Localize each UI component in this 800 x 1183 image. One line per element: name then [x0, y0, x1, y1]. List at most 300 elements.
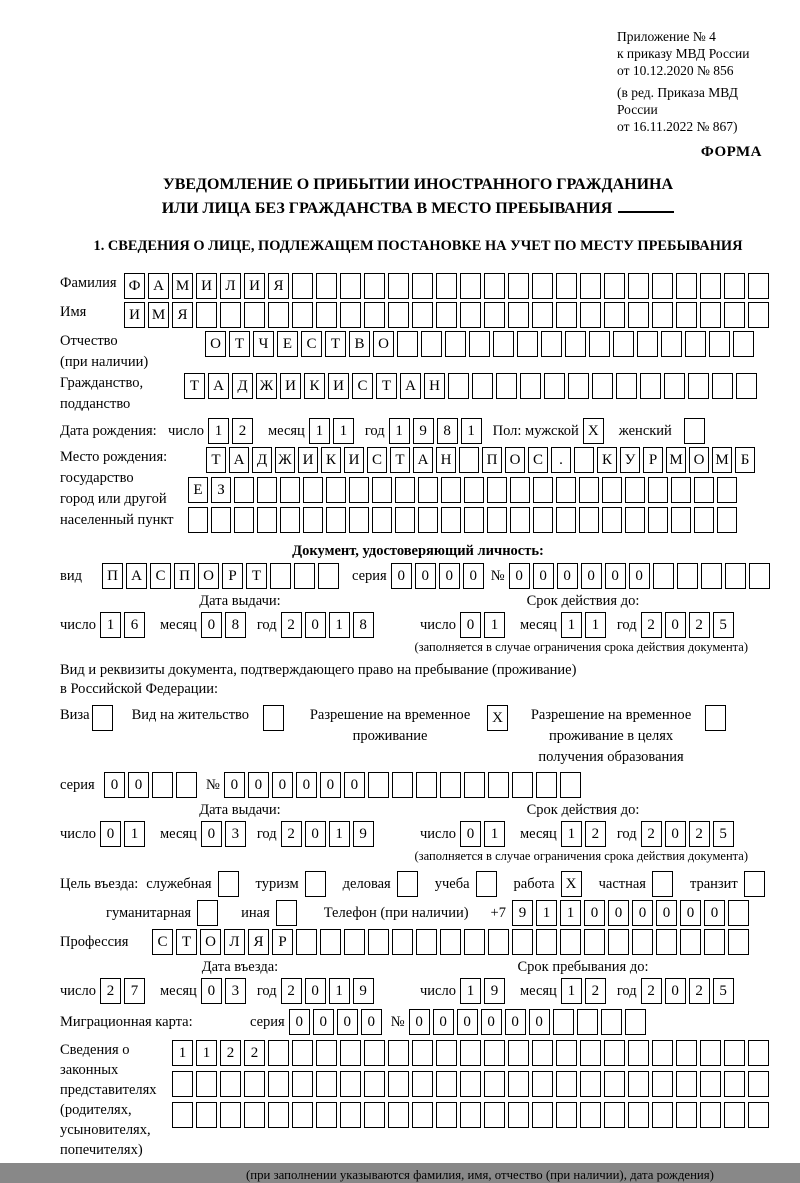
representatives-row3-cell[interactable] — [196, 1102, 217, 1128]
residence-number-cell[interactable] — [392, 772, 413, 798]
patronymic-cell[interactable]: В — [349, 331, 370, 357]
phone-cell[interactable]: 9 — [512, 900, 533, 926]
birthplace-row1-cell[interactable]: Р — [643, 447, 663, 473]
representatives-row2-cell[interactable] — [172, 1071, 193, 1097]
entry-day-cell[interactable]: 2 — [100, 978, 121, 1004]
representatives-row2-cell[interactable] — [244, 1071, 265, 1097]
doc-number-cell[interactable] — [725, 563, 746, 589]
birthplace-row1-cell[interactable]: А — [413, 447, 433, 473]
stay-year-cell[interactable]: 0 — [665, 978, 686, 1004]
representatives-row1-cell[interactable] — [436, 1040, 457, 1066]
residence-issue-year-cell[interactable]: 2 — [281, 821, 302, 847]
representatives-row1-cell[interactable] — [700, 1040, 721, 1066]
doc-type-cell[interactable]: А — [126, 563, 147, 589]
doc-number-cell[interactable]: 0 — [557, 563, 578, 589]
representatives-row1-cell[interactable] — [556, 1040, 577, 1066]
representatives-row2-cell[interactable] — [364, 1071, 385, 1097]
patronymic-cell[interactable]: О — [205, 331, 226, 357]
birthplace-row3-cell[interactable] — [671, 507, 691, 533]
birth-month-cell[interactable]: 1 — [333, 418, 354, 444]
representatives-row2-cell[interactable] — [292, 1071, 313, 1097]
residence-number-cell[interactable]: 0 — [296, 772, 317, 798]
issue-year-cell[interactable]: 2 — [281, 612, 302, 638]
representatives-row3-cell[interactable] — [460, 1102, 481, 1128]
birthplace-row3-cell[interactable] — [464, 507, 484, 533]
birthplace-row1-cell[interactable]: Т — [390, 447, 410, 473]
surname-cell[interactable]: М — [172, 273, 193, 299]
stay-month-cell[interactable]: 1 — [561, 978, 582, 1004]
patronymic-cell[interactable] — [445, 331, 466, 357]
birthplace-row3-cell[interactable] — [257, 507, 277, 533]
residence-issue-month-cell[interactable]: 0 — [201, 821, 222, 847]
representatives-row3-cell[interactable] — [700, 1102, 721, 1128]
entry-month-cell[interactable]: 0 — [201, 978, 222, 1004]
firstname-cell[interactable] — [340, 302, 361, 328]
residence-number-cell[interactable] — [416, 772, 437, 798]
citizenship-cell[interactable] — [520, 373, 541, 399]
firstname-cell[interactable] — [724, 302, 745, 328]
birthplace-row2-cell[interactable] — [257, 477, 277, 503]
visa-cell[interactable] — [92, 705, 113, 731]
residence-issue-year-cell[interactable]: 0 — [305, 821, 326, 847]
representatives-row1-cell[interactable]: 1 — [196, 1040, 217, 1066]
surname-cell[interactable] — [436, 273, 457, 299]
representatives-row2-cell[interactable] — [604, 1071, 625, 1097]
expiry-year-cell[interactable]: 0 — [665, 612, 686, 638]
residence-number-cell[interactable]: 0 — [344, 772, 365, 798]
birthplace-row3-cell[interactable] — [372, 507, 392, 533]
birthplace-row2-cell[interactable] — [372, 477, 392, 503]
representatives-row1-cell[interactable] — [484, 1040, 505, 1066]
stay-month-cell[interactable]: 2 — [585, 978, 606, 1004]
representatives-row1-cell[interactable] — [292, 1040, 313, 1066]
expiry-month-cell[interactable]: 1 — [561, 612, 582, 638]
issue-year-cell[interactable]: 0 — [305, 612, 326, 638]
citizenship-cell[interactable]: А — [400, 373, 421, 399]
residence-issue-day-cell[interactable]: 1 — [124, 821, 145, 847]
surname-cell[interactable] — [412, 273, 433, 299]
residence-issue-month-cell[interactable]: 3 — [225, 821, 246, 847]
representatives-row3-cell[interactable] — [340, 1102, 361, 1128]
birthplace-row2-cell[interactable] — [487, 477, 507, 503]
birthplace-row3-cell[interactable] — [602, 507, 622, 533]
profession-cell[interactable] — [632, 929, 653, 955]
profession-cell[interactable] — [656, 929, 677, 955]
birthplace-row1-cell[interactable]: М — [712, 447, 732, 473]
mc-series-cell[interactable]: 0 — [337, 1009, 358, 1035]
purpose-business-cell[interactable] — [397, 871, 418, 897]
patronymic-cell[interactable] — [469, 331, 490, 357]
birth-month-cell[interactable]: 1 — [309, 418, 330, 444]
patronymic-cell[interactable] — [685, 331, 706, 357]
representatives-row1-cell[interactable] — [340, 1040, 361, 1066]
birthplace-row2-cell[interactable] — [533, 477, 553, 503]
doc-number-cell[interactable] — [653, 563, 674, 589]
representatives-row1-cell[interactable]: 1 — [172, 1040, 193, 1066]
citizenship-cell[interactable] — [568, 373, 589, 399]
surname-cell[interactable]: Я — [268, 273, 289, 299]
citizenship-cell[interactable]: И — [280, 373, 301, 399]
firstname-cell[interactable]: М — [148, 302, 169, 328]
representatives-row3-cell[interactable] — [268, 1102, 289, 1128]
birthplace-row2-cell[interactable] — [418, 477, 438, 503]
doc-number-cell[interactable]: 0 — [509, 563, 530, 589]
firstname-cell[interactable] — [196, 302, 217, 328]
birthplace-row2-cell[interactable] — [717, 477, 737, 503]
birthplace-row2-cell[interactable] — [579, 477, 599, 503]
representatives-row2-cell[interactable] — [556, 1071, 577, 1097]
profession-cell[interactable] — [584, 929, 605, 955]
surname-cell[interactable]: Л — [220, 273, 241, 299]
mc-number-cell[interactable] — [577, 1009, 598, 1035]
representatives-row3-cell[interactable] — [556, 1102, 577, 1128]
representatives-row3-cell[interactable] — [532, 1102, 553, 1128]
patronymic-cell[interactable] — [541, 331, 562, 357]
profession-cell[interactable] — [704, 929, 725, 955]
citizenship-cell[interactable] — [472, 373, 493, 399]
doc-number-cell[interactable] — [749, 563, 770, 589]
firstname-cell[interactable] — [460, 302, 481, 328]
surname-cell[interactable] — [340, 273, 361, 299]
birthplace-row1-cell[interactable]: С — [367, 447, 387, 473]
mc-series-cell[interactable]: 0 — [313, 1009, 334, 1035]
representatives-row2-cell[interactable] — [268, 1071, 289, 1097]
patronymic-cell[interactable]: Т — [229, 331, 250, 357]
doc-type-cell[interactable] — [294, 563, 315, 589]
citizenship-cell[interactable] — [496, 373, 517, 399]
birthplace-row2-cell[interactable] — [395, 477, 415, 503]
mc-number-cell[interactable]: 0 — [505, 1009, 526, 1035]
profession-cell[interactable] — [392, 929, 413, 955]
representatives-row2-cell[interactable] — [580, 1071, 601, 1097]
representatives-row3-cell[interactable] — [436, 1102, 457, 1128]
issue-month-cell[interactable]: 8 — [225, 612, 246, 638]
birthplace-row1-cell[interactable]: И — [298, 447, 318, 473]
birth-day-cell[interactable]: 1 — [208, 418, 229, 444]
birthplace-row3-cell[interactable] — [280, 507, 300, 533]
birthplace-row2-cell[interactable] — [556, 477, 576, 503]
profession-cell[interactable] — [416, 929, 437, 955]
residence-series-cell[interactable] — [176, 772, 197, 798]
representatives-row3-cell[interactable] — [748, 1102, 769, 1128]
doc-type-cell[interactable]: О — [198, 563, 219, 589]
surname-cell[interactable] — [532, 273, 553, 299]
stay-day-cell[interactable]: 9 — [484, 978, 505, 1004]
birth-year-cell[interactable]: 9 — [413, 418, 434, 444]
citizenship-cell[interactable]: К — [304, 373, 325, 399]
representatives-row1-cell[interactable] — [652, 1040, 673, 1066]
patronymic-cell[interactable] — [733, 331, 754, 357]
firstname-cell[interactable] — [628, 302, 649, 328]
residence-issue-day-cell[interactable]: 0 — [100, 821, 121, 847]
birthplace-row2-cell[interactable] — [234, 477, 254, 503]
representatives-row2-cell[interactable] — [628, 1071, 649, 1097]
profession-cell[interactable] — [680, 929, 701, 955]
birthplace-row3-cell[interactable] — [349, 507, 369, 533]
patronymic-cell[interactable]: О — [373, 331, 394, 357]
profession-cell[interactable]: Л — [224, 929, 245, 955]
doc-type-cell[interactable] — [318, 563, 339, 589]
issue-year-cell[interactable]: 8 — [353, 612, 374, 638]
representatives-row1-cell[interactable] — [364, 1040, 385, 1066]
birthplace-row3-cell[interactable] — [533, 507, 553, 533]
citizenship-cell[interactable] — [712, 373, 733, 399]
representatives-row2-cell[interactable] — [388, 1071, 409, 1097]
representatives-row1-cell[interactable] — [604, 1040, 625, 1066]
surname-cell[interactable]: А — [148, 273, 169, 299]
birthplace-row2-cell[interactable] — [303, 477, 323, 503]
birthplace-row3-cell[interactable] — [487, 507, 507, 533]
representatives-row2-cell[interactable] — [340, 1071, 361, 1097]
firstname-cell[interactable] — [484, 302, 505, 328]
doc-type-cell[interactable]: Р — [222, 563, 243, 589]
birthplace-row3-cell[interactable] — [625, 507, 645, 533]
entry-month-cell[interactable]: 3 — [225, 978, 246, 1004]
birthplace-row1-cell[interactable]: И — [344, 447, 364, 473]
birthplace-row2-cell[interactable]: Е — [188, 477, 208, 503]
citizenship-cell[interactable]: Т — [184, 373, 205, 399]
profession-cell[interactable]: О — [200, 929, 221, 955]
purpose-official-cell[interactable] — [218, 871, 239, 897]
firstname-cell[interactable] — [268, 302, 289, 328]
birthplace-row2-cell[interactable] — [648, 477, 668, 503]
citizenship-cell[interactable] — [736, 373, 757, 399]
birthplace-row2-cell[interactable] — [694, 477, 714, 503]
citizenship-cell[interactable]: И — [328, 373, 349, 399]
sex-female-cell[interactable] — [684, 418, 705, 444]
representatives-row2-cell[interactable] — [676, 1071, 697, 1097]
stay-day-cell[interactable]: 1 — [460, 978, 481, 1004]
representatives-row1-cell[interactable] — [388, 1040, 409, 1066]
representatives-row3-cell[interactable] — [364, 1102, 385, 1128]
doc-number-cell[interactable]: 0 — [629, 563, 650, 589]
representatives-row3-cell[interactable] — [412, 1102, 433, 1128]
birthplace-row1-cell[interactable]: О — [505, 447, 525, 473]
representatives-row2-cell[interactable] — [532, 1071, 553, 1097]
residence-issue-year-cell[interactable]: 9 — [353, 821, 374, 847]
birthplace-row2-cell[interactable] — [602, 477, 622, 503]
surname-cell[interactable] — [556, 273, 577, 299]
mc-number-cell[interactable]: 0 — [433, 1009, 454, 1035]
residence-number-cell[interactable] — [560, 772, 581, 798]
phone-cell[interactable]: 1 — [560, 900, 581, 926]
firstname-cell[interactable] — [580, 302, 601, 328]
residence-expiry-day-cell[interactable]: 0 — [460, 821, 481, 847]
entry-year-cell[interactable]: 2 — [281, 978, 302, 1004]
residence-issue-year-cell[interactable]: 1 — [329, 821, 350, 847]
firstname-cell[interactable]: И — [124, 302, 145, 328]
stay-year-cell[interactable]: 2 — [641, 978, 662, 1004]
stay-year-cell[interactable]: 5 — [713, 978, 734, 1004]
representatives-row1-cell[interactable] — [628, 1040, 649, 1066]
firstname-cell[interactable] — [652, 302, 673, 328]
representatives-row3-cell[interactable] — [172, 1102, 193, 1128]
profession-cell[interactable] — [512, 929, 533, 955]
firstname-cell[interactable] — [556, 302, 577, 328]
citizenship-cell[interactable] — [448, 373, 469, 399]
issue-day-cell[interactable]: 1 — [100, 612, 121, 638]
citizenship-cell[interactable]: Т — [376, 373, 397, 399]
citizenship-cell[interactable] — [664, 373, 685, 399]
phone-cell[interactable]: 0 — [632, 900, 653, 926]
citizenship-cell[interactable]: Ж — [256, 373, 277, 399]
doc-number-cell[interactable]: 0 — [605, 563, 626, 589]
birthplace-row1-cell[interactable] — [459, 447, 479, 473]
birthplace-row2-cell[interactable] — [510, 477, 530, 503]
surname-cell[interactable] — [700, 273, 721, 299]
phone-cell[interactable]: 0 — [584, 900, 605, 926]
representatives-row3-cell[interactable] — [388, 1102, 409, 1128]
phone-cell[interactable]: 0 — [608, 900, 629, 926]
representatives-row2-cell[interactable] — [412, 1071, 433, 1097]
doc-series-cell[interactable]: 0 — [415, 563, 436, 589]
representatives-row1-cell[interactable] — [580, 1040, 601, 1066]
surname-cell[interactable]: И — [244, 273, 265, 299]
birthplace-row1-cell[interactable]: О — [689, 447, 709, 473]
citizenship-cell[interactable] — [688, 373, 709, 399]
patronymic-cell[interactable]: Ч — [253, 331, 274, 357]
issue-day-cell[interactable]: 6 — [124, 612, 145, 638]
surname-cell[interactable] — [292, 273, 313, 299]
mc-number-cell[interactable]: 0 — [409, 1009, 430, 1035]
patronymic-cell[interactable] — [709, 331, 730, 357]
expiry-year-cell[interactable]: 2 — [689, 612, 710, 638]
firstname-cell[interactable]: Я — [172, 302, 193, 328]
residence-number-cell[interactable] — [488, 772, 509, 798]
representatives-row2-cell[interactable] — [220, 1071, 241, 1097]
firstname-cell[interactable] — [700, 302, 721, 328]
representatives-row2-cell[interactable] — [460, 1071, 481, 1097]
residence-expiry-month-cell[interactable]: 1 — [561, 821, 582, 847]
mc-number-cell[interactable]: 0 — [529, 1009, 550, 1035]
residence-number-cell[interactable] — [464, 772, 485, 798]
representatives-row2-cell[interactable] — [724, 1071, 745, 1097]
birthplace-row3-cell[interactable] — [717, 507, 737, 533]
representatives-row1-cell[interactable] — [532, 1040, 553, 1066]
birthplace-row1-cell[interactable]: У — [620, 447, 640, 473]
representatives-row2-cell[interactable] — [196, 1071, 217, 1097]
birthplace-row2-cell[interactable] — [464, 477, 484, 503]
residence-number-cell[interactable]: 0 — [248, 772, 269, 798]
profession-cell[interactable]: С — [152, 929, 173, 955]
representatives-row1-cell[interactable] — [676, 1040, 697, 1066]
birthplace-row2-cell[interactable] — [671, 477, 691, 503]
surname-cell[interactable] — [652, 273, 673, 299]
surname-cell[interactable] — [676, 273, 697, 299]
birthplace-row1-cell[interactable]: Д — [252, 447, 272, 473]
representatives-row2-cell[interactable] — [436, 1071, 457, 1097]
citizenship-cell[interactable]: Д — [232, 373, 253, 399]
birthplace-row3-cell[interactable] — [556, 507, 576, 533]
phone-cell[interactable] — [728, 900, 749, 926]
doc-type-cell[interactable] — [270, 563, 291, 589]
residence-number-cell[interactable]: 0 — [320, 772, 341, 798]
firstname-cell[interactable] — [508, 302, 529, 328]
residence-expiry-year-cell[interactable]: 0 — [665, 821, 686, 847]
birthplace-row1-cell[interactable]: М — [666, 447, 686, 473]
birthplace-row3-cell[interactable] — [234, 507, 254, 533]
surname-cell[interactable] — [508, 273, 529, 299]
mc-number-cell[interactable] — [601, 1009, 622, 1035]
birthplace-row1-cell[interactable]: . — [551, 447, 571, 473]
birthplace-row1-cell[interactable]: К — [321, 447, 341, 473]
representatives-row1-cell[interactable] — [748, 1040, 769, 1066]
profession-cell[interactable] — [296, 929, 317, 955]
profession-cell[interactable] — [344, 929, 365, 955]
mc-number-cell[interactable]: 0 — [481, 1009, 502, 1035]
representatives-row2-cell[interactable] — [700, 1071, 721, 1097]
patronymic-cell[interactable] — [517, 331, 538, 357]
entry-day-cell[interactable]: 7 — [124, 978, 145, 1004]
representatives-row1-cell[interactable] — [316, 1040, 337, 1066]
representatives-row3-cell[interactable] — [316, 1102, 337, 1128]
representatives-row1-cell[interactable]: 2 — [244, 1040, 265, 1066]
patronymic-cell[interactable] — [565, 331, 586, 357]
representatives-row1-cell[interactable]: 2 — [220, 1040, 241, 1066]
representatives-row3-cell[interactable] — [220, 1102, 241, 1128]
birthplace-row1-cell[interactable]: К — [597, 447, 617, 473]
representatives-row3-cell[interactable] — [676, 1102, 697, 1128]
representatives-row3-cell[interactable] — [580, 1102, 601, 1128]
profession-cell[interactable] — [368, 929, 389, 955]
firstname-cell[interactable] — [436, 302, 457, 328]
birthplace-row2-cell[interactable] — [326, 477, 346, 503]
surname-cell[interactable] — [316, 273, 337, 299]
firstname-cell[interactable] — [748, 302, 769, 328]
surname-cell[interactable] — [748, 273, 769, 299]
phone-cell[interactable]: 1 — [536, 900, 557, 926]
issue-month-cell[interactable]: 0 — [201, 612, 222, 638]
residence-expiry-day-cell[interactable]: 1 — [484, 821, 505, 847]
surname-cell[interactable] — [364, 273, 385, 299]
residence-number-cell[interactable]: 0 — [224, 772, 245, 798]
profession-cell[interactable] — [608, 929, 629, 955]
patronymic-cell[interactable]: Т — [325, 331, 346, 357]
residence-series-cell[interactable]: 0 — [128, 772, 149, 798]
residence-number-cell[interactable]: 0 — [272, 772, 293, 798]
firstname-cell[interactable] — [532, 302, 553, 328]
profession-cell[interactable]: Я — [248, 929, 269, 955]
doc-series-cell[interactable]: 0 — [439, 563, 460, 589]
residence-number-cell[interactable] — [440, 772, 461, 798]
firstname-cell[interactable] — [604, 302, 625, 328]
surname-cell[interactable] — [484, 273, 505, 299]
mc-number-cell[interactable] — [625, 1009, 646, 1035]
profession-cell[interactable] — [560, 929, 581, 955]
expiry-day-cell[interactable]: 1 — [484, 612, 505, 638]
surname-cell[interactable] — [580, 273, 601, 299]
mc-number-cell[interactable] — [553, 1009, 574, 1035]
birthplace-row3-cell[interactable] — [395, 507, 415, 533]
residence-number-cell[interactable] — [512, 772, 533, 798]
patronymic-cell[interactable]: С — [301, 331, 322, 357]
citizenship-cell[interactable] — [616, 373, 637, 399]
representatives-row3-cell[interactable] — [724, 1102, 745, 1128]
patronymic-cell[interactable] — [397, 331, 418, 357]
patronymic-cell[interactable] — [637, 331, 658, 357]
representatives-row3-cell[interactable] — [292, 1102, 313, 1128]
representatives-row2-cell[interactable] — [484, 1071, 505, 1097]
purpose-other-cell[interactable] — [276, 900, 297, 926]
surname-cell[interactable]: И — [196, 273, 217, 299]
representatives-row3-cell[interactable] — [244, 1102, 265, 1128]
representatives-row2-cell[interactable] — [652, 1071, 673, 1097]
birth-year-cell[interactable]: 8 — [437, 418, 458, 444]
purpose-study-cell[interactable] — [476, 871, 497, 897]
representatives-row1-cell[interactable] — [508, 1040, 529, 1066]
residence-number-cell[interactable] — [536, 772, 557, 798]
issue-year-cell[interactable]: 1 — [329, 612, 350, 638]
